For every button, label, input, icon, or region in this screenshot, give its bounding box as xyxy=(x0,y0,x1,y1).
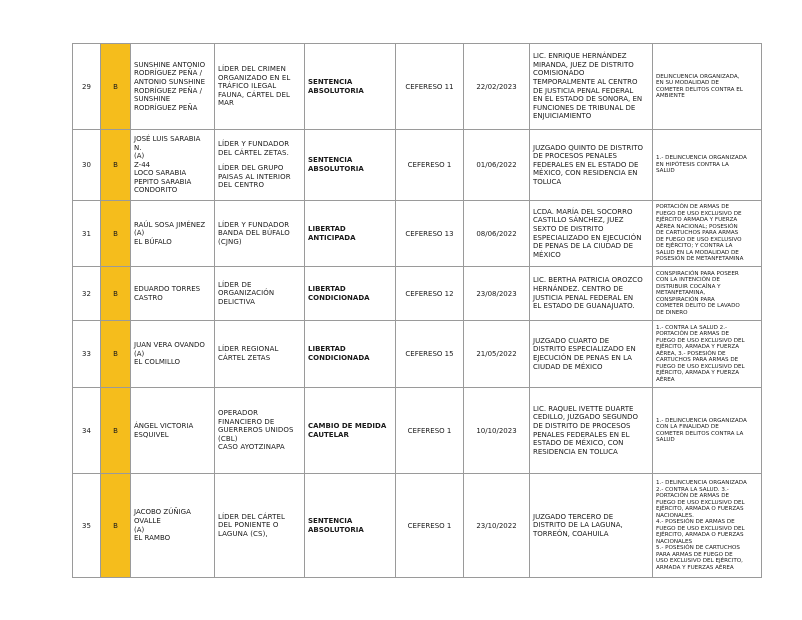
cell-text-line: DE PROCESOS PENALES xyxy=(533,152,617,161)
cell-text-line: SUNSHINE ANTONIO xyxy=(134,60,206,69)
cell-text-line: ESQUIVEL xyxy=(134,430,169,439)
cell-text-line: N. xyxy=(134,143,142,152)
cell-text-line: ORGANIZADO EN EL xyxy=(218,73,291,82)
cell-text-line: HERNÁNDEZ. CENTRO DE xyxy=(533,284,624,293)
cell-text-line: CEDILLO, JUZGADO SEGUNDO xyxy=(533,413,639,422)
cell-text-line: JACOBO ZÚÑIGA xyxy=(134,508,191,517)
row-number: 34 xyxy=(73,388,101,474)
cell-text-line: CAUTELAR xyxy=(308,430,349,439)
cell-text-line: PAISAS AL INTERIOR xyxy=(218,172,291,181)
row-number: 32 xyxy=(73,267,101,321)
cell-text-line: ABSOLUTORIA xyxy=(308,525,364,534)
cell-text-line: DE FUEGO DE USO EXCLUSIVO xyxy=(656,236,742,243)
cell-text-line: (A) xyxy=(134,152,145,161)
cell-text-line: CÁRTEL ZETAS xyxy=(218,354,271,362)
table-row xyxy=(73,201,762,267)
name-cell xyxy=(131,201,215,267)
cell-text-line: ENJUICIAMIENTO xyxy=(533,112,592,121)
cell-text-line: METANFETAMINA, xyxy=(656,290,706,297)
cell-text-line: MÉXICO, CON RESIDENCIA EN xyxy=(533,169,638,178)
date-cell: 21/05/2022 xyxy=(464,321,530,388)
cell-text-line: LIBERTAD xyxy=(308,284,346,293)
prison-cell: CEFERESO 11 xyxy=(396,44,464,130)
cell-text-line: ANTONIO SUNSHINE xyxy=(134,77,206,86)
cell-text-line: PEPITO SARABIA xyxy=(134,177,192,186)
prison-cell: CEFERESO 1 xyxy=(396,130,464,201)
cell-text-line: EJÉRCITO, ARMADA Y FUERZA xyxy=(656,344,740,351)
cell-text-line: (A) xyxy=(134,525,145,534)
crime-cell xyxy=(653,474,762,578)
name-cell xyxy=(131,321,215,388)
cell-text-line: LCDA. MARÍA DEL SOCORRO xyxy=(533,207,633,216)
table-row xyxy=(73,44,762,130)
cell-text-line: PORTACIÓN DE ARMAS DE xyxy=(656,331,730,338)
cell-text-line: CON LA INTENCIÓN DE xyxy=(656,277,720,284)
cell-text-line: JUZGADO TERCERO DE xyxy=(533,512,614,521)
cell-text-line: EN HIPÓTESIS CONTRA LA xyxy=(656,161,729,168)
court-cell xyxy=(530,388,653,474)
cell-text-line: LIBERTAD xyxy=(308,224,346,233)
name-cell xyxy=(131,44,215,130)
cell-text-line: DEL CENTRO xyxy=(218,181,265,190)
cell-text-line: DE EJÉRCITO; Y CONTRA LA xyxy=(656,243,733,250)
court-cell xyxy=(530,44,653,130)
status-cell xyxy=(305,44,396,130)
cell-text-line: ABSOLUTORIA xyxy=(308,86,364,95)
category-cell: B xyxy=(101,474,131,578)
cell-text-line: JUZGADO QUINTO DE DISTRITO xyxy=(533,143,644,152)
cell-text-line: DEL CÁRTEL ZETAS. xyxy=(218,148,289,157)
cell-text-line: MÉXICO xyxy=(533,250,561,259)
cell-text-line: EJÉRCITO ARMADA Y FUERZA xyxy=(656,217,738,224)
cell-text-line: PORTACIÓN DE ARMAS DE xyxy=(656,204,730,211)
cell-text-line: NACIONALES. xyxy=(656,512,694,519)
cell-text-line: ESTADO DE MÉXICO, CON xyxy=(533,439,624,448)
cell-text-line: RESIDENCIA EN TOLUCA xyxy=(533,447,618,456)
cell-text-line: GUERREROS UNIDOS xyxy=(218,426,294,435)
prison-cell: CEFERESO 13 xyxy=(396,201,464,267)
table-row xyxy=(73,321,762,388)
cell-text-line: DISTRITO DE LA LAGUNA, xyxy=(533,521,623,530)
row-number: 35 xyxy=(73,474,101,578)
cell-text-line: EJÉRCITO, ARMADA O FUERZAS xyxy=(656,532,744,538)
cell-text-line: FUEGO DE USO EXCLUSIVO DEL xyxy=(656,499,745,506)
cell-text-line: CARTUCHOS PARA ARMAS DE xyxy=(656,357,739,364)
role-cell xyxy=(215,130,305,201)
cell-text-line: EJÉRCITO, ARMADA O FUERZAS xyxy=(656,506,744,512)
category-cell: B xyxy=(101,44,131,130)
role-cell xyxy=(215,321,305,388)
cell-text-line: (A) xyxy=(134,349,145,358)
cell-text-line: BANDA DEL BÚFALO xyxy=(218,229,290,238)
role-cell xyxy=(215,388,305,474)
cell-text-line: LÍDER DE xyxy=(218,280,252,289)
cell-text-line: DE JUSTICIA PENAL FEDERAL xyxy=(533,86,634,95)
name-cell xyxy=(131,130,215,201)
cell-text-line: 2.- CONTRA LA SALUD. 3.- xyxy=(656,486,729,493)
table-row xyxy=(73,267,762,321)
records-table xyxy=(72,43,762,578)
cell-text-line: LIC. ENRIQUE HERNÁNDEZ xyxy=(533,52,627,61)
cell-text-line: SEXTO DE DISTRITO xyxy=(533,224,604,233)
category-cell: B xyxy=(101,388,131,474)
cell-text-line: CONDORITO xyxy=(134,186,178,195)
cell-text-line: CASTRO xyxy=(134,293,163,302)
cell-text-line: CASTILLO SÁNCHEZ, JUEZ xyxy=(533,216,624,225)
date-cell: 22/02/2023 xyxy=(464,44,530,130)
cell-text-line: CIUDAD DE MÉXICO xyxy=(533,362,603,371)
cell-text-line: EJÉRCITO, ARMADA Y FUERZA xyxy=(656,370,740,377)
table-body xyxy=(73,44,762,578)
cell-text-line: DELICTIVA xyxy=(218,297,256,306)
cell-text-line: ÁNGEL VICTORIA xyxy=(134,421,194,430)
name-cell xyxy=(131,267,215,321)
cell-text-line: POSESIÓN DE METANFETAMINA xyxy=(656,256,744,263)
cell-text-line: (A) xyxy=(134,229,145,238)
cell-text-line: (CBL) xyxy=(218,434,238,443)
cell-text-line: CONDICIONADA xyxy=(308,293,370,302)
date-cell: 23/08/2023 xyxy=(464,267,530,321)
cell-text-line: TOLUCA xyxy=(533,177,562,186)
role-cell xyxy=(215,201,305,267)
cell-text-line: LÍDER DEL CÁRTEL xyxy=(218,512,286,521)
cell-text-line: TORREÓN, COAHUILA xyxy=(533,529,609,538)
cell-text-line: JOSÉ LUIS SARABIA xyxy=(134,134,201,143)
cell-text-line: PENALES FEDERALES EN EL xyxy=(533,430,630,439)
cell-text-line: SUNSHINE xyxy=(134,95,171,104)
cell-text-line: LAGUNA (CS), xyxy=(218,529,268,538)
crime-cell xyxy=(653,388,762,474)
cell-text-line: AMBIENTE xyxy=(656,93,685,99)
cell-text-line: RODRÍGUEZ PEÑA / xyxy=(134,69,202,78)
date-cell: 01/06/2022 xyxy=(464,130,530,201)
cell-text-line: ANTICIPADA xyxy=(308,233,356,242)
cell-text-line: OVALLE xyxy=(134,516,161,525)
cell-text-line: JUZGADO CUARTO DE xyxy=(533,336,610,345)
cell-text-line: FUEGO DE USO EXCLUSIVO DE xyxy=(656,210,742,217)
table-row xyxy=(73,388,762,474)
court-cell xyxy=(530,201,653,267)
row-number: 31 xyxy=(73,201,101,267)
cell-text-line: 1.- DELINCUENCIA ORGANIZADA xyxy=(656,155,747,162)
cell-text-line: LÍDER Y FUNDADOR xyxy=(218,220,290,229)
cell-text-line: CAMBIO DE MEDIDA xyxy=(308,421,387,430)
cell-text-line: DE PENAS DE LA CIUDAD DE xyxy=(533,242,634,251)
cell-text-line: COMETER DELITOS CONTRA EL xyxy=(656,86,743,93)
court-cell xyxy=(530,321,653,388)
cell-text-line: DE DISTRITO DE PROCESOS xyxy=(533,421,631,430)
cell-text-line: (CJNG) xyxy=(218,237,242,246)
cell-text-line: SENTENCIA xyxy=(308,77,353,86)
cell-text-line: TRÁFICO ILEGAL xyxy=(218,82,277,91)
cell-text-line: FUEGO DE USO EXCLUSIVO DEL xyxy=(656,363,745,370)
cell-text-line: CON LA FINALIDAD DE xyxy=(656,424,719,430)
cell-text-line: COMISIONADO xyxy=(533,69,585,78)
cell-text-line: SALUD EN LA MODALIDAD DE xyxy=(656,249,739,256)
crime-cell xyxy=(653,201,762,267)
status-cell xyxy=(305,130,396,201)
prison-cell: CEFERESO 15 xyxy=(396,321,464,388)
cell-text-line: COMETER DELITO DE LAVADO xyxy=(656,303,740,310)
cell-text-line: AÉREA xyxy=(656,376,675,383)
cell-text-line: 1.- DELINCUENCIA ORGANIZADA xyxy=(656,480,747,486)
cell-text-line: EL COLMILLO xyxy=(134,358,181,367)
cell-text-line: FEDERALES EN EL ESTADO DE xyxy=(533,160,639,169)
cell-text-line: FAUNA, CÁRTEL DEL xyxy=(218,90,291,99)
status-cell xyxy=(305,321,396,388)
cell-text-line: ORGANIZACIÓN xyxy=(218,289,275,298)
cell-text-line: 1.- CONTRA LA SALUD 2.- xyxy=(656,324,728,331)
role-cell xyxy=(215,44,305,130)
category-cell: B xyxy=(101,130,131,201)
cell-text-line: JUSTICIA PENAL FEDERAL EN xyxy=(533,293,634,302)
court-cell xyxy=(530,267,653,321)
cell-text-line: EDUARDO TORRES xyxy=(134,284,201,293)
cell-text-line: MAR xyxy=(218,99,234,108)
cell-text-line: JUAN VERA OVANDO xyxy=(134,341,205,350)
cell-text-line: EN SU MODALIDAD DE xyxy=(656,80,719,86)
status-cell xyxy=(305,201,396,267)
prison-cell: CEFERESO 12 xyxy=(396,267,464,321)
name-cell xyxy=(131,388,215,474)
cell-text-line: Z-44 xyxy=(134,160,151,169)
cell-text-line: AÉREA, 3.- POSESIÓN DE xyxy=(656,350,726,357)
cell-text-line: LIC. BERTHA PATRICIA OROZCO xyxy=(533,276,643,285)
cell-text-line: LOCO SARABIA xyxy=(134,169,187,178)
crime-cell xyxy=(653,44,762,130)
cell-text-line: PORTACIÓN DE ARMAS DE xyxy=(656,493,730,499)
cell-text-line: DELINCUENCIA ORGANIZADA, xyxy=(656,73,740,80)
status-cell xyxy=(305,267,396,321)
status-cell xyxy=(305,388,396,474)
cell-text-line: NACIONALES xyxy=(656,538,693,545)
cell-text-line: DE DINERO xyxy=(656,309,688,316)
cell-text-line: CASO AYOTZINAPA xyxy=(218,443,285,452)
cell-text-line: MIRANDA, JUEZ DE DISTRITO xyxy=(533,60,634,69)
cell-text-line: DISTRIBUIR COCAÍNA Y xyxy=(656,283,721,290)
crime-cell xyxy=(653,321,762,388)
court-cell xyxy=(530,474,653,578)
cell-text-line: EL BÚFALO xyxy=(134,237,172,246)
cell-text-line: 1.- DELINCUENCIA ORGANIZADA xyxy=(656,417,747,424)
category-cell: B xyxy=(101,267,131,321)
cell-text-line: USO EXCLUSIVO DEL EJÉRCITO, xyxy=(656,558,743,564)
date-cell: 08/06/2022 xyxy=(464,201,530,267)
crime-cell xyxy=(653,267,762,321)
table-row xyxy=(73,130,762,201)
cell-text-line: AÉREA NACIONAL; POSESIÓN xyxy=(656,223,738,230)
cell-text-line: LÍDER REGIONAL xyxy=(218,345,279,354)
cell-text-line: EL ESTADO DE GUANAJUATO. xyxy=(533,302,635,311)
cell-text-line: RAÚL SOSA JIMÉNEZ xyxy=(134,220,206,229)
cell-text-line: DEL PONIENTE O xyxy=(218,521,279,530)
status-cell xyxy=(305,474,396,578)
cell-text-line: ABSOLUTORIA xyxy=(308,165,364,173)
row-number: 33 xyxy=(73,321,101,388)
row-number: 30 xyxy=(73,130,101,201)
cell-text-line: COMETER DELITOS CONTRA LA xyxy=(656,430,744,437)
cell-text-line: LIC. RAQUEL IVETTE DUARTE xyxy=(533,404,634,413)
role-cell xyxy=(215,474,305,578)
cell-text-line: FUEGO DE USO EXCLUSIVO DEL xyxy=(656,337,745,344)
cell-text-line: LIBERTAD xyxy=(308,345,346,354)
cell-text-line: EL RAMBO xyxy=(134,534,171,543)
cell-text-line: SENTENCIA xyxy=(308,156,353,165)
cell-text-line: CONSPIRACIÓN PARA POSEER xyxy=(656,270,739,277)
cell-text-line: FUEGO DE USO EXCLUSIVO DEL xyxy=(656,525,745,532)
cell-text-line: SALUD xyxy=(656,168,675,175)
cell-text-line: SALUD xyxy=(656,437,675,443)
cell-text-line: EN EL ESTADO DE SONORA, EN xyxy=(533,95,643,104)
cell-text-line: 5.- POSESIÓN DE CARTUCHOS xyxy=(656,545,740,551)
cell-text-line: TEMPORALMENTE AL CENTRO xyxy=(533,77,638,86)
cell-text-line: SENTENCIA xyxy=(308,516,353,525)
cell-text-line: DE CARTUCHOS PARA ARMAS xyxy=(656,230,739,237)
cell-text-line: CONSPIRACIÓN PARA xyxy=(656,296,715,303)
cell-text-line: LÍDER DEL CRIMEN xyxy=(218,65,286,74)
cell-text-line: LÍDER Y FUNDADOR xyxy=(218,140,290,149)
cell-text-line: RODRÍGUEZ PEÑA / xyxy=(134,86,202,95)
name-cell xyxy=(131,474,215,578)
table-row xyxy=(73,474,762,578)
prison-cell: CEFERESO 1 xyxy=(396,388,464,474)
category-cell: B xyxy=(101,201,131,267)
cell-text-line: ESPECIALIZADO EN EJECUCIÓN xyxy=(533,233,642,242)
prison-cell: CEFERESO 1 xyxy=(396,474,464,578)
date-cell: 23/10/2022 xyxy=(464,474,530,578)
cell-text-line: CONDICIONADA xyxy=(308,354,370,362)
cell-text-line: EJECUCIÓN DE PENAS EN LA xyxy=(533,354,632,362)
role-cell xyxy=(215,267,305,321)
cell-text-line: 4.- POSESIÓN DE ARMAS DE xyxy=(656,519,735,525)
court-cell xyxy=(530,130,653,201)
crime-cell xyxy=(653,130,762,201)
cell-text-line: ARMADA Y FUERZAS AÉREA xyxy=(656,564,734,571)
cell-text-line: FINANCIERO DE xyxy=(218,417,275,426)
category-cell: B xyxy=(101,321,131,388)
cell-text-line: FUNCIONES DE TRIBUNAL DE xyxy=(533,103,636,112)
date-cell: 10/10/2023 xyxy=(464,388,530,474)
row-number: 29 xyxy=(73,44,101,130)
cell-text-line: OPERADOR xyxy=(218,409,259,418)
cell-text-line: DISTRITO ESPECIALIZADO EN xyxy=(533,345,636,354)
cell-text-line: RODRÍGUEZ PEÑA xyxy=(134,103,198,112)
cell-text-line: PARA ARMAS DE FUEGO DE xyxy=(656,551,733,558)
cell-text-line: LÍDER DEL GRUPO xyxy=(218,164,284,173)
